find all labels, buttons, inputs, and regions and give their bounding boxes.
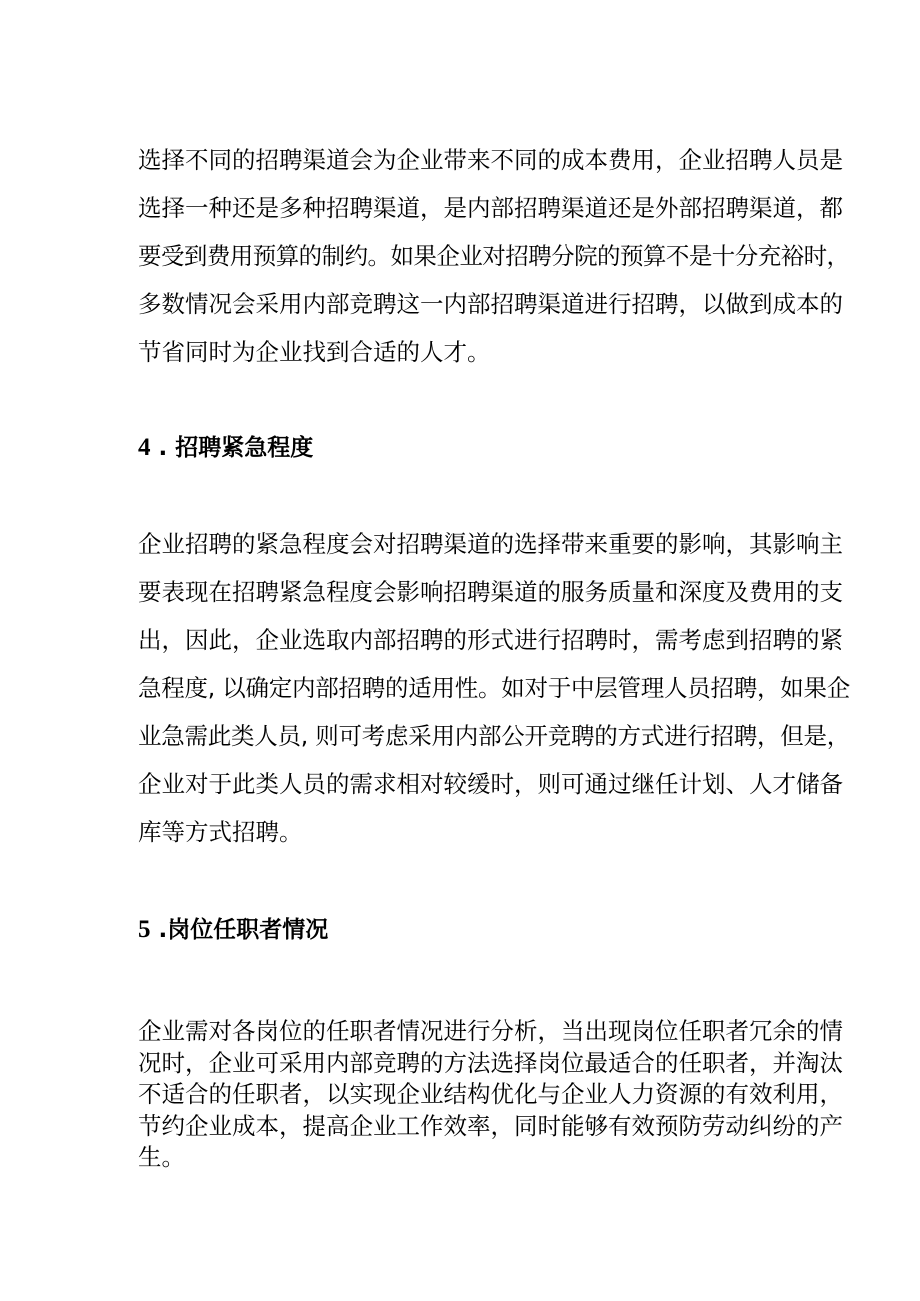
paragraph-line: 多数情况会采用内部竞聘这一内部招聘渠道进行招聘，以做到成本的 — [138, 290, 843, 318]
paragraph-position-incumbents — [138, 1016, 850, 1174]
paragraph-line: 节省同时为企业找到合适的人才。 — [138, 338, 491, 366]
paragraph-line: 企业需对各岗位的任职者情况进行分析，当出现岗位任职者冗余的情 — [138, 1017, 843, 1045]
paragraph-line: 库等方式招聘。 — [138, 818, 303, 846]
paragraph-line: 节约企业成本，提高企业工作效率，同时能够有效预防劳动纠纷的产 — [138, 1111, 843, 1140]
section-title: . 招聘紧急程度 — [150, 435, 314, 461]
paragraph-line: 要表现在招聘紧急程度会影响招聘渠道的服务质量和深度及费用的支 — [138, 578, 843, 606]
paragraph-line: 急程度, 以确定内部招聘的适用性。如对于中层管理人员招聘，如果企 — [138, 674, 850, 702]
paragraph-line: 不适合的任职者，以实现企业结构优化与企业人力资源的有效利用， — [138, 1080, 843, 1108]
paragraph-line: 出，因此，企业选取内部招聘的形式进行招聘时，需考虑到招聘的紧 — [138, 626, 843, 654]
paragraph-line: 选择一种还是多种招聘渠道，是内部招聘渠道还是外部招聘渠道，都 — [138, 194, 843, 222]
section-title: .岗位任职者情况 — [150, 917, 329, 943]
paragraph-line: 企业招聘的紧急程度会对招聘渠道的选择带来重要的影响，其影响主 — [138, 530, 843, 558]
section-number: 5 — [138, 916, 151, 943]
paragraph-line: 生。 — [138, 1143, 185, 1171]
paragraph-line: 要受到费用预算的制约。如果企业对招聘分院的预算不是十分充裕时， — [138, 242, 850, 270]
paragraph-line: 企业对于此类人员的需求相对较缓时，则可通过继任计划、人才储备 — [138, 770, 843, 798]
section-number: 4 — [138, 434, 151, 461]
paragraph-recruitment-urgency — [138, 528, 850, 864]
paragraph-recruitment-cost — [138, 144, 850, 384]
paragraph-line: 况时，企业可采用内部竞聘的方法选择岗位最适合的任职者，并淘汰 — [138, 1048, 843, 1077]
paragraph-line: 业急需此类人员, 则可考虑采用内部公开竞聘的方式进行招聘，但是， — [138, 722, 850, 750]
paragraph-line: 选择不同的招聘渠道会为企业带来不同的成本费用，企业招聘人员是 — [138, 146, 843, 174]
section-heading-5 — [138, 914, 328, 946]
section-heading-4 — [138, 432, 313, 464]
